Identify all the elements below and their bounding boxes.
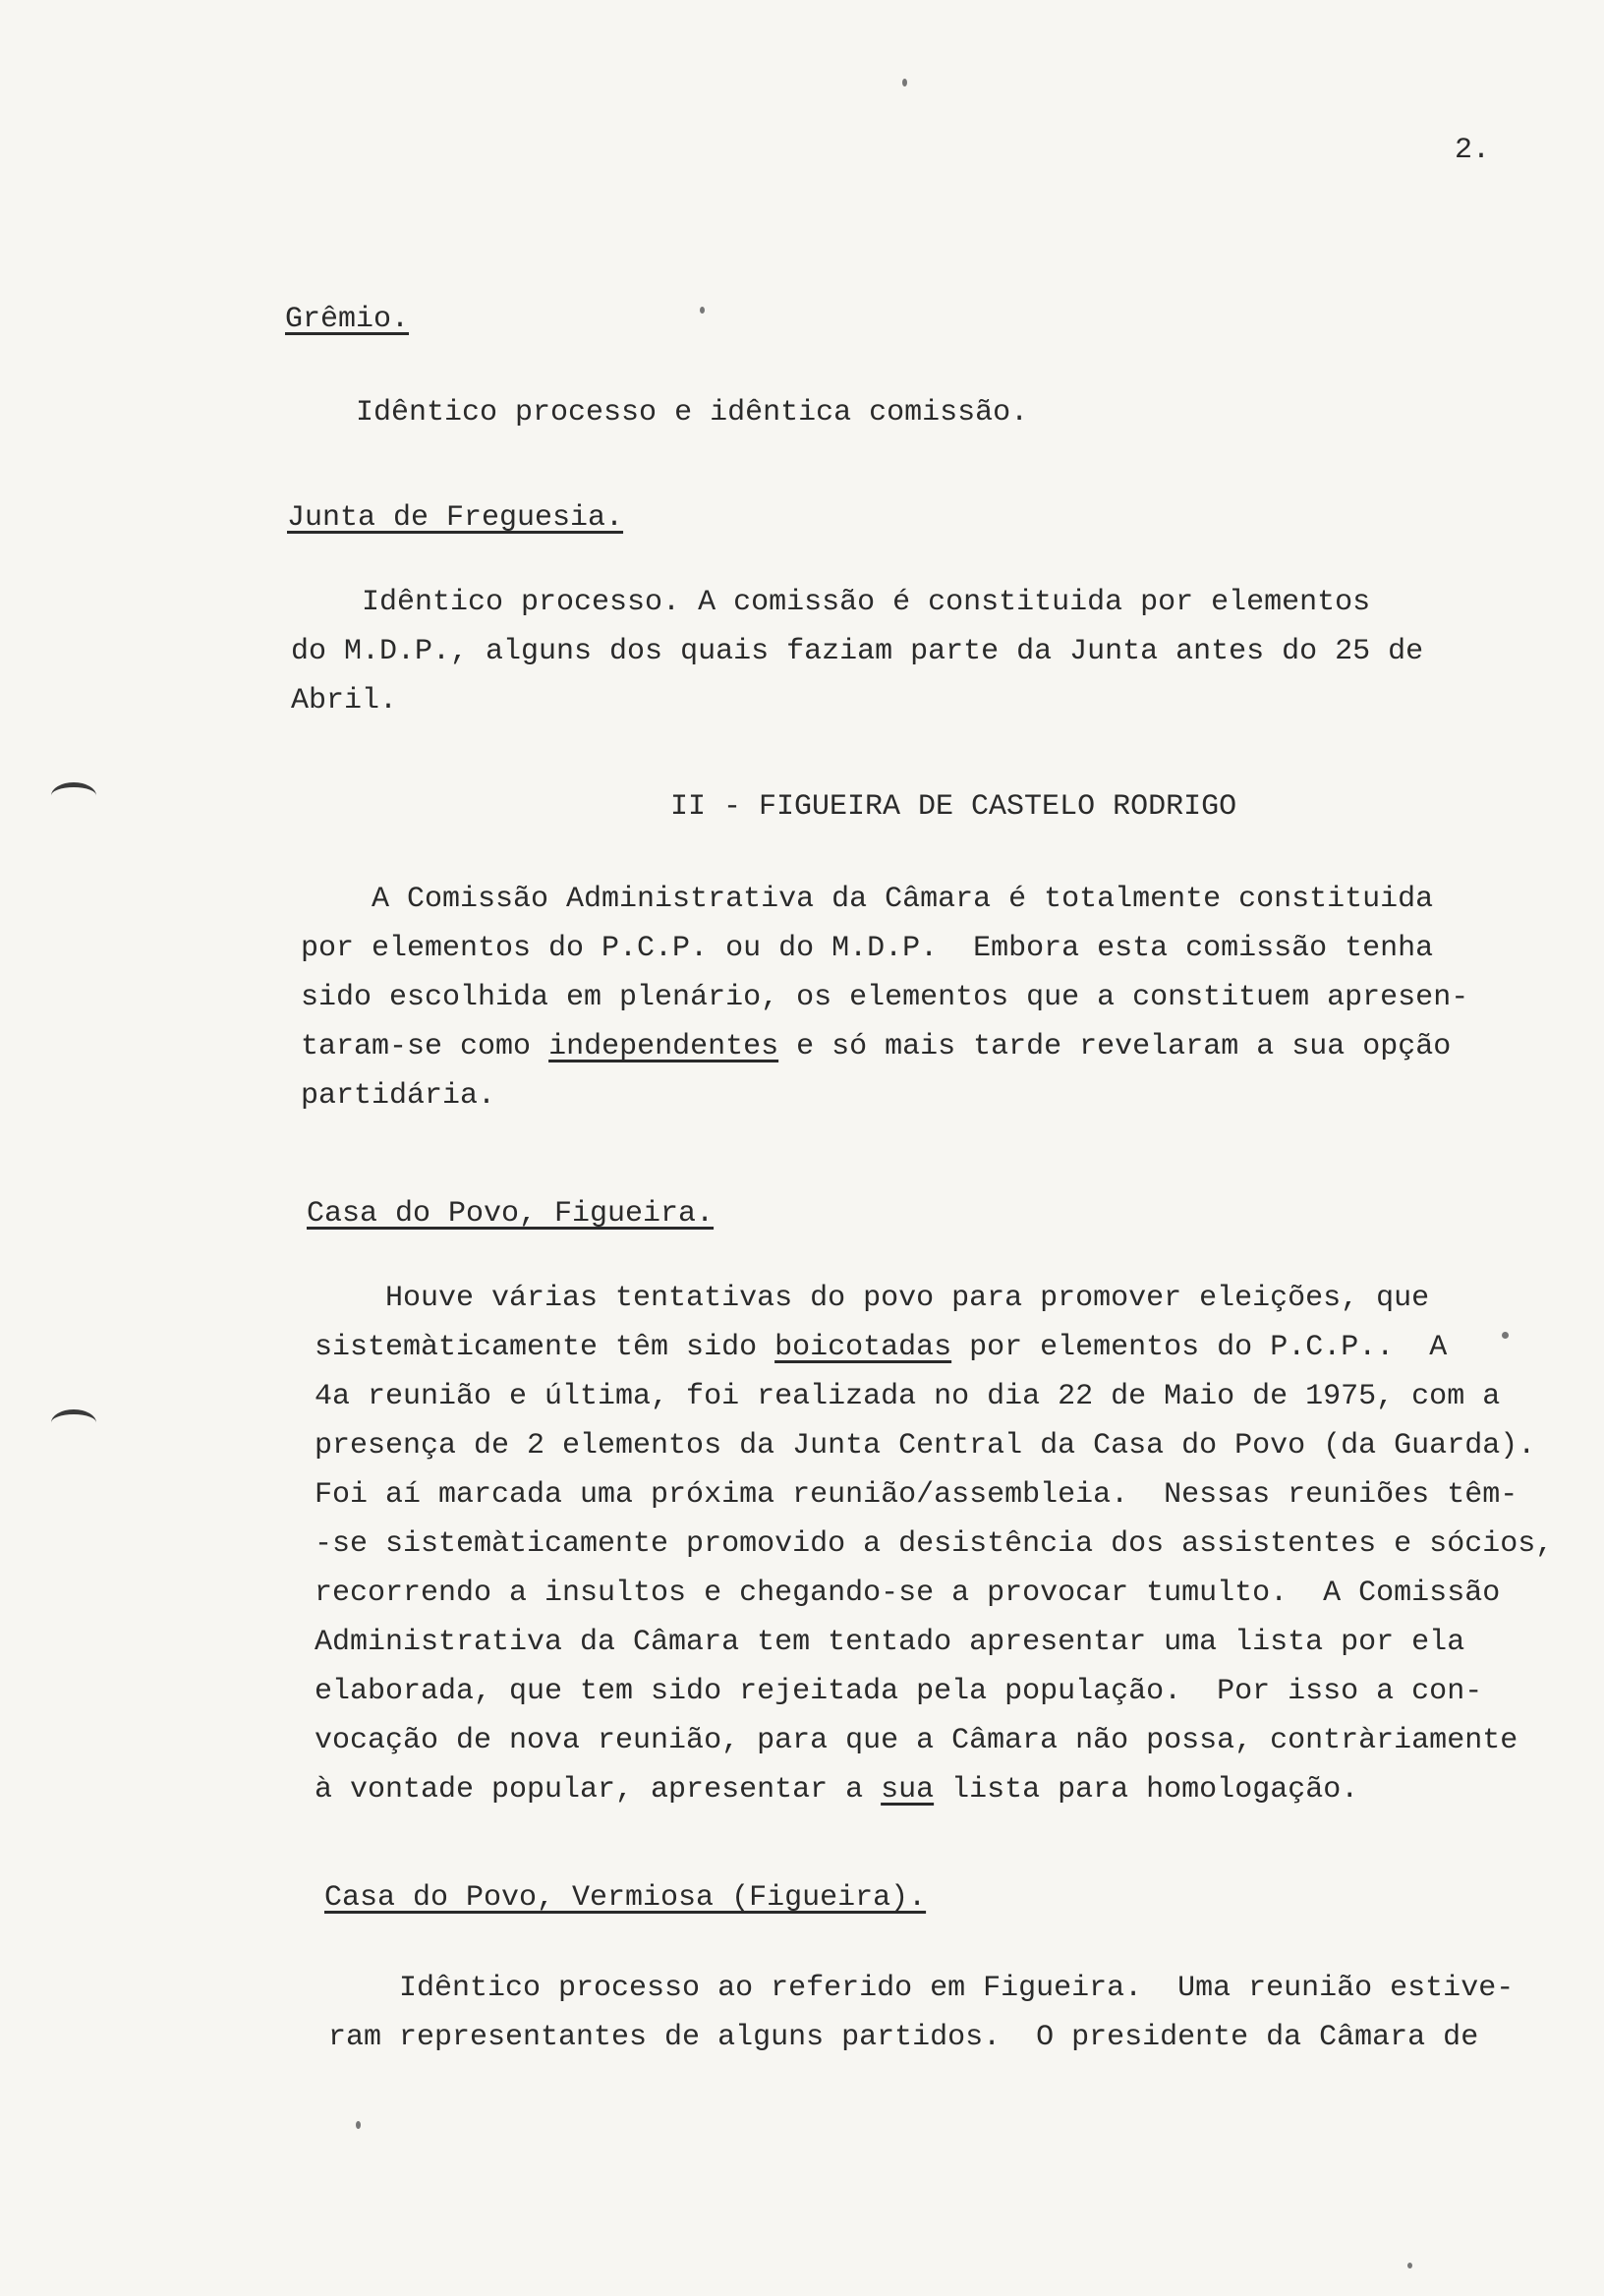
punch-hole-mark — [51, 1409, 96, 1436]
text-line: Idêntico processo e idêntica comissão. — [285, 396, 1029, 430]
text-line: por elementos do P.C.P. ou do M.D.P. Embora esta comissão tenha — [301, 932, 1434, 965]
scan-speck — [1502, 1332, 1509, 1339]
heading-gremio: Grêmio. — [285, 303, 410, 336]
paragraph-gremio — [285, 388, 1028, 437]
text-line: A Comissão Administrativa da Câmara é totalmente constituida — [301, 883, 1434, 916]
heading-junta-de-freguesia: Junta de Freguesia. — [287, 501, 624, 535]
page-number: 2. — [1455, 134, 1491, 167]
text-line: Idêntico processo. A comissão é constituida por elementos — [291, 586, 1371, 619]
scan-speck — [1407, 2263, 1412, 2268]
text-line: partidária. — [301, 1079, 496, 1113]
text-line: -se sistemàticamente promovido a desistência dos assistentes e sócios, — [315, 1527, 1554, 1561]
paragraph-casa-do-povo-vermiosa — [328, 1964, 1514, 2062]
scan-speck — [356, 2121, 361, 2129]
paragraph-figueira-camara — [301, 875, 1468, 1120]
underlined-word: boicotadas — [774, 1331, 952, 1364]
text-line: sido escolhida em plenário, os elementos que a constituem apresen- — [301, 981, 1469, 1014]
text-line — [301, 1022, 1468, 1071]
text-line — [315, 1765, 1553, 1814]
paragraph-casa-do-povo-figueira — [315, 1274, 1553, 1814]
paragraph-junta-de-freguesia — [291, 578, 1423, 725]
text-segment: à vontade popular, apresentar a — [315, 1773, 864, 1807]
text-segment: por elementos do P.C.P.. A — [969, 1331, 1448, 1364]
punch-hole-mark — [51, 782, 96, 809]
text-line: ram representantes de alguns partidos. O presidente da Câmara de — [328, 2021, 1479, 2054]
text-segment: lista para homologação. — [951, 1773, 1359, 1807]
text-line: Abril. — [291, 684, 398, 718]
text-line: do M.D.P., alguns dos quais faziam parte da Junta antes do 25 de — [291, 635, 1424, 668]
text-line: recorrendo a insultos e chegando-se a provocar tumulto. A Comissão — [315, 1577, 1501, 1610]
text-line: presença de 2 elementos da Junta Central da Casa do Povo (da Guarda). — [315, 1429, 1536, 1463]
heading-casa-do-povo-figueira: Casa do Povo, Figueira. — [307, 1197, 715, 1231]
text-line: Foi aí marcada uma próxima reunião/assembleia. Nessas reuniões têm- — [315, 1478, 1518, 1512]
text-segment: e só mais tarde revelaram a sua opção — [796, 1030, 1452, 1063]
underlined-word: independentes — [548, 1030, 779, 1063]
text-line: 4a reunião e última, foi realizada no dia 22 de Maio de 1975, com a — [315, 1380, 1501, 1413]
heading-casa-do-povo-vermiosa: Casa do Povo, Vermiosa (Figueira). — [324, 1881, 927, 1915]
text-line: Administrativa da Câmara tem tentado apresentar uma lista por ela — [315, 1626, 1465, 1659]
text-line: Houve várias tentativas do povo para promover eleições, que — [315, 1282, 1430, 1315]
scan-speck — [902, 79, 907, 86]
text-segment: sistemàticamente têm sido — [315, 1331, 758, 1364]
underlined-word: sua — [881, 1773, 935, 1807]
text-line: vocação de nova reunião, para que a Câmara não possa, contràriamente — [315, 1724, 1518, 1757]
section-title: II - FIGUEIRA DE CASTELO RODRIGO — [670, 790, 1237, 824]
text-segment: taram-se como — [301, 1030, 532, 1063]
text-line — [315, 1323, 1553, 1372]
scan-speck — [700, 307, 705, 314]
text-line: elaborada, que tem sido rejeitada pela população. Por isso a con- — [315, 1675, 1483, 1708]
text-line: Idêntico processo ao referido em Figueira. Uma reunião estive- — [328, 1972, 1515, 2005]
